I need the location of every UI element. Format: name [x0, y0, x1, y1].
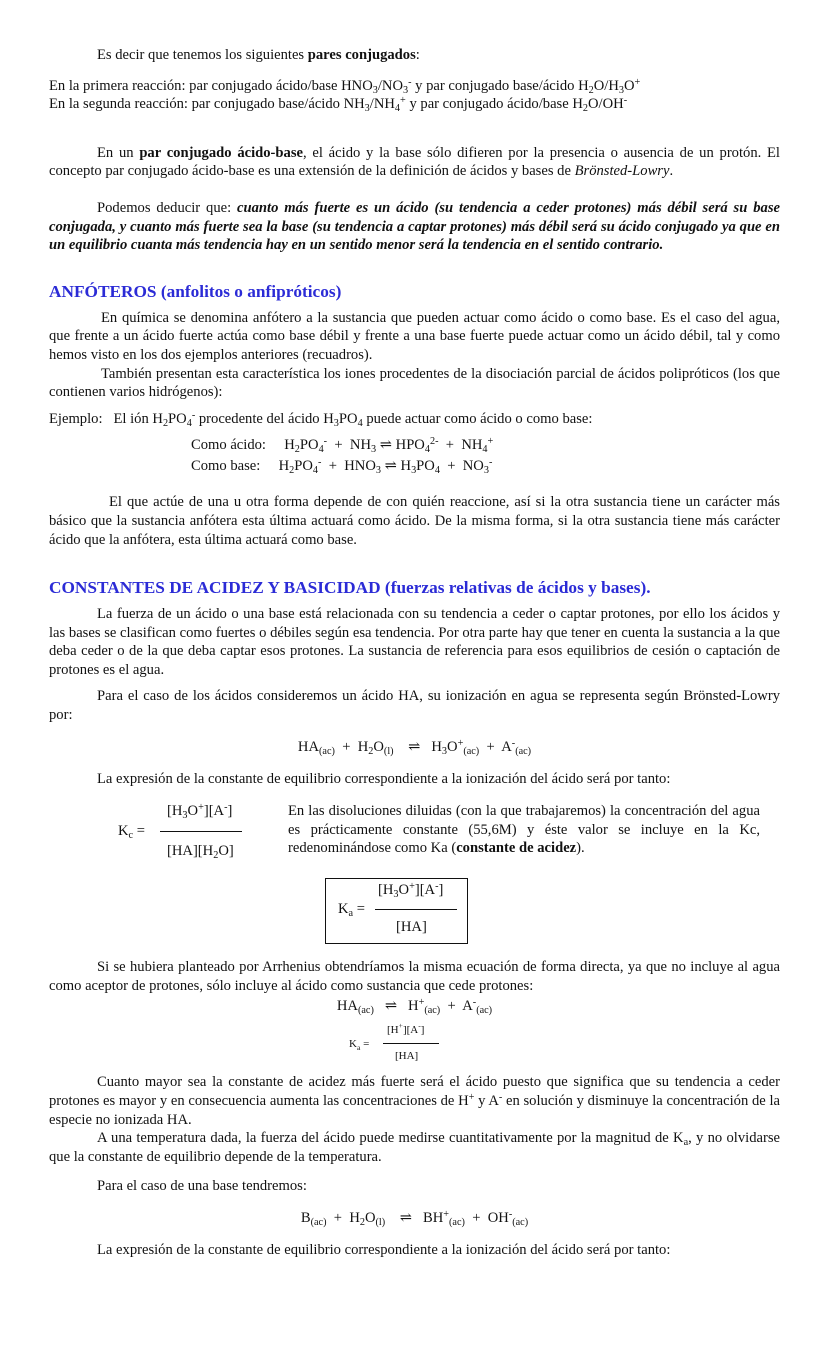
text: Es decir que tenemos los siguientes	[97, 47, 308, 63]
section-title-amphoteric: ANFÓTEROS (anfolitos o anfipróticos)	[49, 281, 342, 301]
base-ionization-equation: $B_{(ac)} + H_2O_{(l)}$ ⇌ $BH^+_{(ac)} + OH^-_{(ac)}$	[300, 1209, 529, 1228]
equilibrium-arrow-icon: ⇌	[384, 998, 398, 1015]
equilibrium-arrow-icon: ⇌	[384, 458, 397, 475]
constants-paragraph-2: Para el caso de los ácidos consideremos un ácido HA, su ionización en agua se representa según Brönsted-Lowry por:	[49, 688, 780, 724]
constants-paragraph-7: Para el caso de una base tendremos:	[97, 1178, 307, 1195]
equilibrium-arrow-icon: ⇌	[379, 437, 392, 454]
constants-paragraph-3: La expresión de la constante de equilibrio correspondiente a la ionización del ácido será por tanto:	[97, 770, 671, 787]
section-title-constants: CONSTANTES DE ACIDEZ Y BASICIDAD (fuerzas relativas de ácidos y bases).	[49, 578, 651, 598]
constants-paragraph-8: La expresión de la constante de equilibrio correspondiente a la ionización del ácido será por tanto:	[97, 1242, 671, 1258]
ka-small-block	[49, 1023, 780, 1065]
ka-fraction-line	[375, 909, 457, 910]
constants-paragraph-5: Cuanto mayor sea la constante de acidez más fuerte será el ácido puesto que significa que su tendencia a ceder protones es mayor y en consecuencia aumenta las concentraciones de H+ y A- en solución y disminuye la concentración de la especie no ionizada HA.	[49, 1074, 781, 1128]
conjugate-pair-paragraph: En un par conjugado ácido-base, el ácido y la base sólo difieren por la presencia o ausencia de un protón. El concepto par conjugado ácido-base es una extensión de la definición de ácidos y bases de Brönsted-Lowry.	[49, 144, 780, 180]
amphoteric-paragraph-2: También presentan esta característica los iones procedentes de la disociación parcial de ácidos polipróticos (los que contienen varios hidrógenos):	[49, 365, 780, 401]
amphoteric-reactions	[49, 436, 780, 482]
kc-label: $K_c$ =	[118, 823, 145, 842]
equilibrium-arrow-icon: ⇌	[399, 1210, 413, 1226]
ka-small-numerator: [H+][A-]	[387, 1021, 425, 1037]
text: :	[415, 47, 420, 63]
kc-block	[49, 802, 780, 864]
ka-small-label: $K_a$ =	[349, 1038, 370, 1053]
bold-term: pares conjugados	[307, 47, 416, 63]
ka-label: $K_a$ =	[338, 901, 365, 920]
amphoteric-paragraph-1: En química se denomina anfótero a la sustancia que pueden actuar como ácido o como base. Es el caso del agua, que frente a un ácido fuerte actúa como base débil y frente a una base fuerte puede actuar como un ácido débil, tal y como hemos visto en los dos ejemplos anteriores (recuadros).	[49, 309, 780, 363]
arrhenius-equation: $HA_{(ac)}$ ⇌ $H^+_{(ac)} + A^-_{(ac)}$	[336, 997, 493, 1017]
constants-paragraph-4: Si se hubiera planteado por Arrhenius obtendríamos la misma ecuación de forma directa, ya que no incluye al agua como aceptor de protones, sólo incluye al ácido como sustancia que cede protones:	[49, 959, 780, 994]
pairs-line-2: En la segunda reacción: par conjugado base/ácido $NH_3/NH_4^+$ y par conjugado ácido/base $H_2O/OH^-$	[49, 95, 628, 115]
kc-denominator: $[HA][H_2O]$	[167, 843, 234, 862]
ka-small-fraction-line	[383, 1043, 439, 1044]
ka-denominator: [HA]	[396, 919, 427, 936]
acid-ionization-equation: $HA_{(ac)} + H_2O_{(l)}$ ⇌ $H_3O^+_{(ac)} + A^-_{(ac)}$	[297, 737, 532, 757]
base-reaction: Como base: $H_2PO_4^- + HNO_3$ ⇌ $H_3PO_4 + NO_3^-$	[191, 457, 493, 477]
ka-block	[49, 878, 780, 948]
constants-paragraph-6: A una temperatura dada, la fuerza del ácido puede medirse cuantitativamente por la magnitud de $K_a$, y no olvidarse que la constante de equilibrio depende de la temperatura.	[49, 1130, 780, 1165]
amphoteric-example: Ejemplo: El ión $H_2PO_4^-$ procedente del ácido $H_3PO_4$ puede actuar como ácido o como base:	[49, 409, 593, 429]
equilibrium-arrow-icon: ⇌	[408, 738, 421, 755]
acid-reaction: Como ácido: $H_2PO_4^- + NH_3$ ⇌ $HPO_4^{2-} + NH_4^+$	[191, 436, 494, 456]
ka-small-denominator: [HA]	[395, 1050, 419, 1063]
document-page	[49, 46, 780, 1260]
pairs-line-1: En la primera reacción: par conjugado ácido/base $HNO_3/NO_3^-$ y par conjugado base/ácido $H_2O/H_3O^+$	[49, 76, 641, 96]
ka-numerator: $[H_3O^+][A^-]$	[378, 881, 444, 901]
kc-numerator: $[H_3O^+][A^-]$	[167, 802, 233, 822]
deduce-paragraph: Podemos deducir que: cuanto más fuerte es un ácido (su tendencia a ceder protones) más débil será su base conjugada, y cuanto más fuerte sea la base (su tendencia a captar protones) más débil será su ácido conjugado ya que en un equilibrio cuanta más tendencia hay en un sentido menor será la tendencia en el sentido contrario.	[49, 199, 780, 254]
pairs-intro	[49, 46, 780, 65]
kc-fraction-line	[160, 831, 242, 832]
amphoteric-paragraph-3: El que actúe de una u otra forma depende de con quién reaccione, así si la otra sustancia tiene un carácter más básico que la sustancia anfótera esta última actuará como ácido. De la misma forma, si la otra sustancia tiene más carácter ácido que la anfótera, esta última actuará como base.	[49, 494, 780, 548]
constants-paragraph-1: La fuerza de un ácido o una base está relacionada con su tendencia a ceder o captar protones, por ello los ácidos y las bases se clasifican como fuertes o débiles según esa tendencia. Por otra parte hay que tener en cuenta la sustancia a la que deba ceder o de la que deba captar esos protones. La sustancia de referencia para esos equilibrios de cesión o captación de protones es el agua.	[49, 606, 780, 678]
kc-note: En las disoluciones diluidas (con la que trabajaremos) la concentración del agua es prácticamente constante (55,6M) y éste valor se incluye en la Kc, redenominándose como Ka (constante de acidez).	[288, 803, 760, 857]
